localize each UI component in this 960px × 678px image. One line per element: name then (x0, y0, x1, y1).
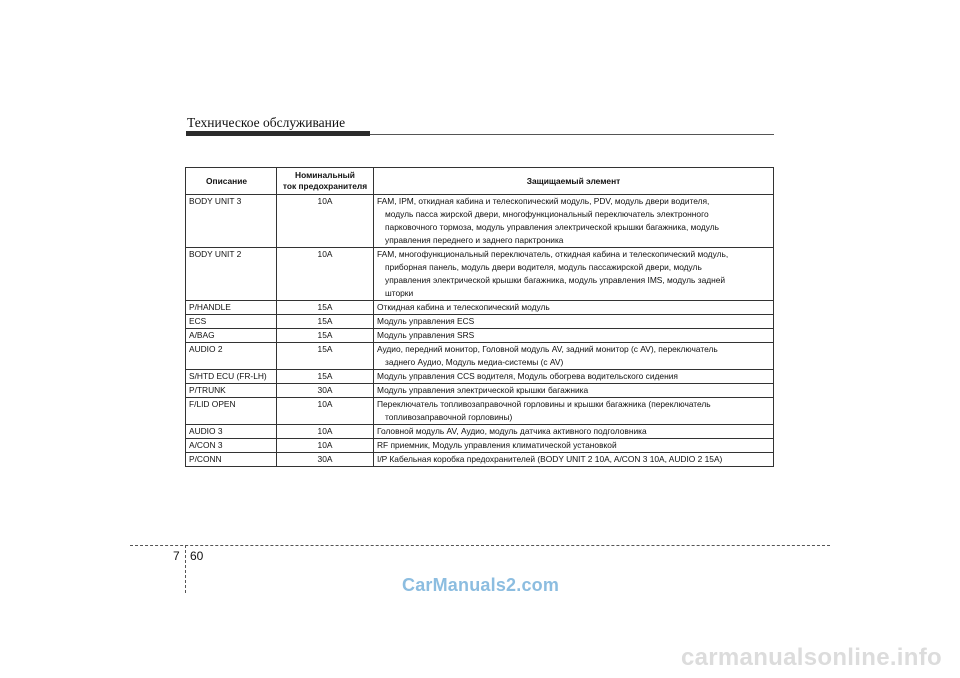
fuse-description: ECS (186, 315, 277, 329)
protected-item-line: модуль пасса жирской двери, многофункциональный переключатель электронного (385, 209, 709, 219)
protected-item-line: Модуль управления SRS (377, 330, 475, 340)
table-row (186, 439, 774, 453)
footer-dashed-rule (130, 545, 830, 546)
fuse-protected-items (374, 384, 774, 398)
table-row (186, 370, 774, 384)
table-row (186, 329, 774, 343)
fuse-description: AUDIO 2 (186, 343, 277, 370)
fuse-rating: 30A (277, 453, 374, 467)
protected-item-line: заднего Аудио, Модуль медиа-системы (с AV) (385, 357, 564, 367)
fuse-rating: 15A (277, 315, 374, 329)
fuse-protected-items (374, 301, 774, 315)
fuse-rating: 10A (277, 195, 374, 248)
header-accent-bar (186, 131, 370, 136)
table-row (186, 195, 774, 248)
table-row (186, 398, 774, 425)
fuse-protected-items (374, 425, 774, 439)
protected-item-line: приборная панель, модуль двери водителя, модуль пассажирской двери, модуль (385, 262, 702, 272)
watermark-carmanualsonline: carmanualsonline.info (680, 644, 942, 671)
protected-item-line: FAM, IPM, откидная кабина и телескопический модуль, PDV, модуль двери водителя, (377, 196, 710, 206)
page-number: 60 (190, 549, 204, 563)
protected-item-line: Модуль управления ECS (377, 316, 475, 326)
fuse-table-body (186, 195, 774, 467)
fuse-protected-items (374, 248, 774, 301)
fuse-description: A/CON 3 (186, 439, 277, 453)
fuse-rating: 10A (277, 439, 374, 453)
header-rating-line2: ток предохранителя (282, 181, 368, 191)
table-row (186, 301, 774, 315)
fuse-protected-items (374, 343, 774, 370)
fuse-rating: 15A (277, 343, 374, 370)
footer-vertical-dash (185, 545, 186, 593)
fuse-description: AUDIO 3 (186, 425, 277, 439)
protected-item-line: Модуль управления электрической крышки багажника (377, 385, 589, 395)
protected-item-line: Откидная кабина и телескопический модуль (377, 302, 550, 312)
fuse-rating: 15A (277, 370, 374, 384)
chapter-number: 7 (173, 549, 180, 563)
fuse-protected-items (374, 439, 774, 453)
header-protected: Защищаемый элемент (374, 168, 774, 195)
fuse-rating: 15A (277, 329, 374, 343)
fuse-rating: 10A (277, 248, 374, 301)
protected-item-line: Головной модуль AV, Аудио, модуль датчика активного подголовника (377, 426, 647, 436)
protected-item-line: топливозаправочной горловины) (385, 412, 513, 422)
fuse-description: BODY UNIT 2 (186, 248, 277, 301)
table-row (186, 425, 774, 439)
fuse-rating: 30A (277, 384, 374, 398)
fuse-table (185, 167, 774, 467)
fuse-description: P/TRUNK (186, 384, 277, 398)
protected-item-line: RF приемник, Модуль управления климатической установкой (377, 440, 617, 450)
protected-item-line: Переключатель топливозаправочной горловины и крышки багажника (переключатель (377, 399, 711, 409)
protected-item-line: Аудио, передний монитор, Головной модуль AV, задний монитор (с AV), переключатель (377, 344, 718, 354)
fuse-protected-items (374, 329, 774, 343)
header-rule (370, 134, 774, 135)
table-row (186, 453, 774, 467)
protected-item-line: управления переднего и заднего парктроника (385, 235, 564, 245)
table-header-row (186, 168, 774, 195)
fuse-description: F/LID OPEN (186, 398, 277, 425)
fuse-description: BODY UNIT 3 (186, 195, 277, 248)
protected-item-line: парковочного тормоза, модуль управления электрической крышки багажника, модуль (385, 222, 719, 232)
fuse-protected-items (374, 453, 774, 467)
protected-item-line: шторки (385, 288, 414, 298)
protected-item-line: управления электрической крышки багажника, модуль управления IMS, модуль задней (385, 275, 726, 285)
table-row (186, 343, 774, 370)
fuse-protected-items (374, 315, 774, 329)
page-header-title: Техническое обслуживание (187, 115, 346, 130)
fuse-protected-items (374, 370, 774, 384)
table-row (186, 248, 774, 301)
protected-item-line: FAM, многофункциональный переключатель, откидная кабина и телескопический модуль, (377, 249, 729, 259)
fuse-protected-items (374, 195, 774, 248)
fuse-rating: 15A (277, 301, 374, 315)
fuse-protected-items (374, 398, 774, 425)
fuse-rating: 10A (277, 425, 374, 439)
protected-item-line: Модуль управления CCS водителя, Модуль обогрева водительского сидения (377, 371, 678, 381)
fuse-description: A/BAG (186, 329, 277, 343)
watermark-carmanuals2: CarManuals2.com (402, 575, 560, 595)
table-row (186, 315, 774, 329)
fuse-description: S/HTD ECU (FR-LH) (186, 370, 277, 384)
protected-item-line: I/P Кабельная коробка предохранителей (BODY UNIT 2 10A, A/CON 3 10A, AUDIO 2 15A) (377, 454, 723, 464)
header-description: Описание (186, 168, 277, 195)
header-rating-line1: Номинальный (295, 170, 355, 180)
fuse-description: P/CONN (186, 453, 277, 467)
table-row (186, 384, 774, 398)
header-rating (277, 168, 374, 195)
fuse-description: P/HANDLE (186, 301, 277, 315)
fuse-rating: 10A (277, 398, 374, 425)
